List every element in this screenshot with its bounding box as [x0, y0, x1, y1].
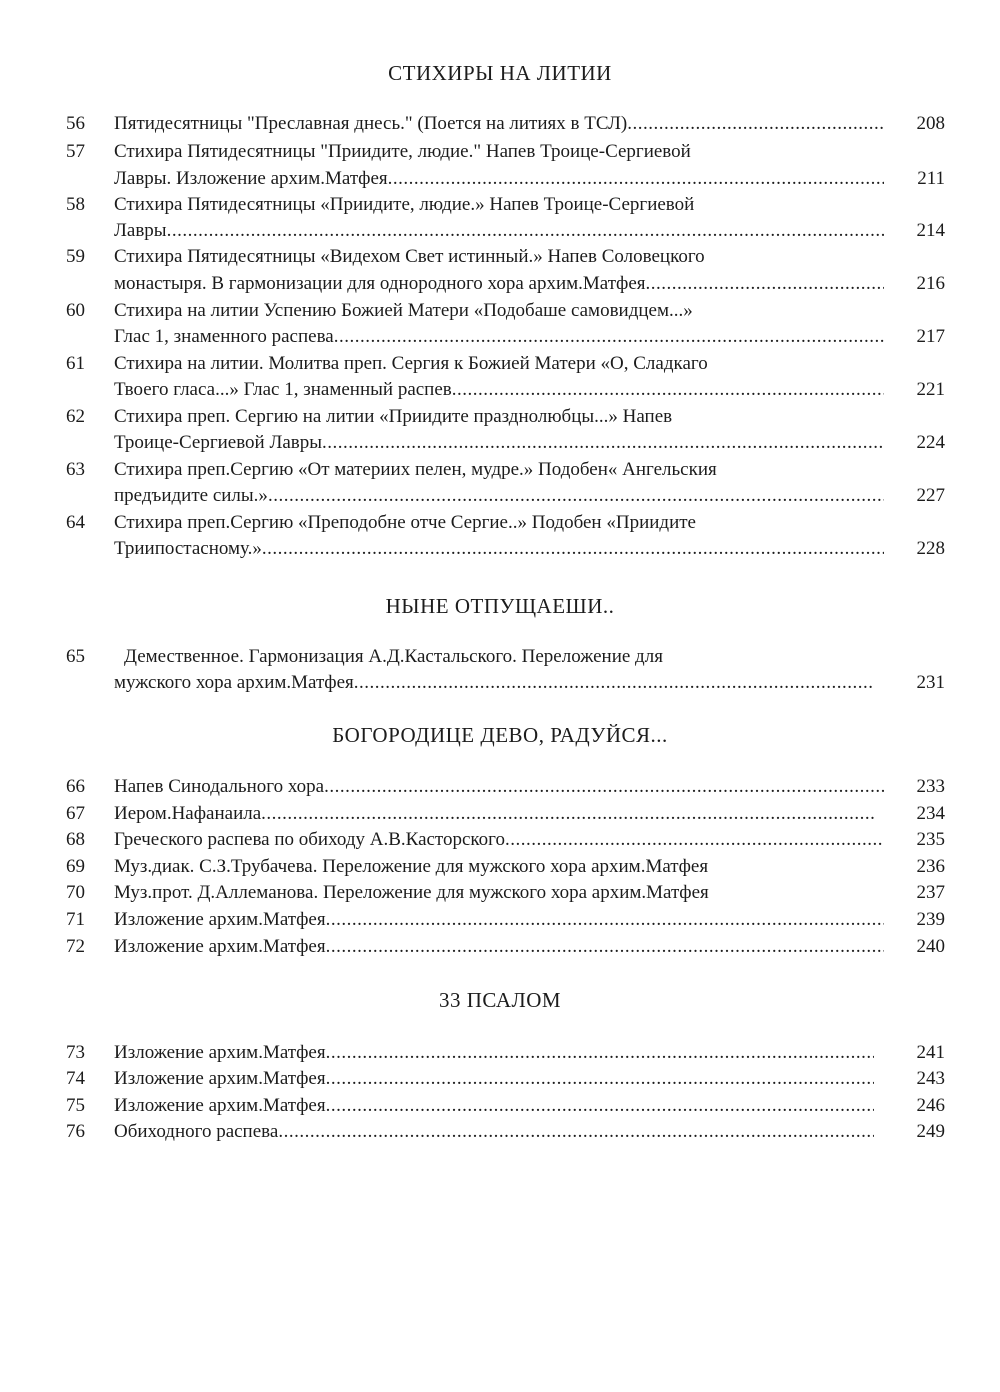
- entry-title-line: Обиходного распева .....: [114, 1118, 874, 1145]
- entry-page: 224: [916, 432, 945, 453]
- entry-title-line: монастыря. В гармонизации для однородного хора архим.Матфея .....: [114, 270, 884, 297]
- entry-title-line: Твоего гласа...» Глас 1, знаменный распев .....: [114, 376, 884, 403]
- entry-title-line: Лавры .....: [114, 217, 884, 244]
- entry-title-line: Стихира Пятидесятницы «Приидите, людие.» Напев Троице-Сергиевой: [114, 194, 695, 215]
- entry-title-line: мужского хора архим.Матфея .....: [114, 669, 874, 696]
- entry-title-line: Стихира Пятидесятницы «Видехом Свет истинный.» Напев Соловецкого: [114, 246, 705, 267]
- toc-entry: [0, 773, 1000, 800]
- toc-entry: [0, 879, 1000, 906]
- toc-entry: [0, 456, 1000, 483]
- toc-entry: [0, 110, 1000, 137]
- entry-number: 56: [66, 113, 85, 134]
- entry-page: 231: [916, 672, 945, 693]
- entry-page: 236: [916, 856, 945, 877]
- toc-entry: [0, 1039, 1000, 1066]
- entry-page: 227: [916, 485, 945, 506]
- toc-entry-continuation: [0, 217, 1000, 244]
- toc-entry-continuation: [0, 535, 1000, 562]
- toc-entry-continuation: [0, 669, 1000, 696]
- entry-page: 249: [916, 1121, 945, 1142]
- entry-page: 217: [916, 326, 945, 347]
- entry-page: 241: [916, 1042, 945, 1063]
- entry-number: 57: [66, 141, 85, 162]
- entry-number: 61: [66, 353, 85, 374]
- section-title: НЫНЕ ОТПУЩАЕШИ..: [385, 594, 615, 618]
- toc-entry-continuation: [0, 376, 1000, 403]
- entry-title-line: Изложение архим.Матфея .....: [114, 1065, 874, 1092]
- entry-number: 71: [66, 909, 85, 930]
- toc-entry-continuation: [0, 323, 1000, 350]
- entry-page: 246: [916, 1095, 945, 1116]
- entry-title-line: Стихира преп.Сергию «От материих пелен, мудре.» Подобен« Ангельския: [114, 459, 717, 480]
- entry-title-line: Стихира преп.Сергию «Преподобне отче Сергие..» Подобен «Приидите: [114, 512, 696, 533]
- toc-entry: [0, 191, 1000, 218]
- entry-page: 233: [916, 776, 945, 797]
- entry-number: 67: [66, 803, 85, 824]
- entry-title-line: Стихира преп. Сергию на литии «Приидите празднолюбцы...» Напев: [114, 406, 673, 427]
- entry-number: 63: [66, 459, 85, 480]
- toc-entry: [0, 933, 1000, 960]
- entry-title-line: предъидите силы.» .....: [114, 482, 884, 509]
- entry-number: 60: [66, 300, 85, 321]
- entry-title-line: Демественное. Гармонизация А.Д.Кастальского. Переложение для: [124, 646, 663, 667]
- toc-entry-continuation: [0, 429, 1000, 456]
- entry-page: 216: [916, 273, 945, 294]
- toc-entry: [0, 350, 1000, 377]
- entry-number: 69: [66, 856, 85, 877]
- section-title: СТИХИРЫ НА ЛИТИИ: [388, 61, 612, 85]
- entry-page: 235: [916, 829, 945, 850]
- entry-title-line: Стихира на литии Успению Божией Матери «Подобаше самовидцем...»: [114, 300, 693, 321]
- entry-title-line: Напев Синодального хора .....: [114, 773, 884, 800]
- entry-title-line: Изложение архим.Матфея .....: [114, 1039, 874, 1066]
- entry-title-line: Глас 1, знаменного распева .....: [114, 323, 884, 350]
- entry-number: 64: [66, 512, 85, 533]
- toc-entry: [0, 243, 1000, 270]
- entry-page: 239: [916, 909, 945, 930]
- entry-title-line: Троице-Сергиевой Лавры .....: [114, 429, 884, 456]
- entry-page: 211: [917, 168, 945, 189]
- toc-entry: [0, 1118, 1000, 1145]
- toc-entry-continuation: [0, 482, 1000, 509]
- entry-number: 74: [66, 1068, 85, 1089]
- section-title: 33 ПСАЛОМ: [438, 988, 562, 1012]
- toc-entry: [0, 297, 1000, 324]
- toc-entry-continuation: [0, 270, 1000, 297]
- toc-entry: [0, 906, 1000, 933]
- entry-page: 214: [916, 220, 945, 241]
- toc-entry: [0, 800, 1000, 827]
- entry-title-line: Муз.прот. Д.Аллеманова. Переложение для мужского хора архим.Матфея: [114, 882, 709, 903]
- entry-page: 221: [916, 379, 945, 400]
- section-title: БОГОРОДИЦЕ ДЕВО, РАДУЙСЯ...: [332, 723, 668, 747]
- entry-number: 66: [66, 776, 85, 797]
- entry-title-line: Иером.Нафанаила .....: [114, 800, 874, 827]
- entry-number: 76: [66, 1121, 85, 1142]
- entry-title-line: Пятидесятницы "Преславная днесь." (Поется на литиях в ТСЛ) .....: [114, 110, 884, 137]
- entry-number: 73: [66, 1042, 85, 1063]
- entry-title-line: Триипостасному.» .....: [114, 535, 884, 562]
- toc-entry-continuation: [0, 165, 1000, 192]
- toc-entry: [0, 138, 1000, 165]
- toc-entry: [0, 853, 1000, 880]
- toc-entry: [0, 643, 1000, 670]
- entry-title-line: Изложение архим.Матфея .....: [114, 1092, 874, 1119]
- toc-entry: [0, 1065, 1000, 1092]
- entry-number: 75: [66, 1095, 85, 1116]
- entry-page: 234: [916, 803, 945, 824]
- toc-entry: [0, 1092, 1000, 1119]
- entry-title-line: Муз.диак. С.З.Трубачева. Переложение для мужского хора архим.Матфея: [114, 856, 709, 877]
- entry-number: 70: [66, 882, 85, 903]
- entry-title-line: Греческого распева по обиходу А.В.Касторского .....: [114, 826, 884, 853]
- entry-page: 243: [916, 1068, 945, 1089]
- entry-title-line: Изложение архим.Матфея .....: [114, 933, 884, 960]
- toc-entry: [0, 826, 1000, 853]
- entry-title-line: Изложение архим.Матфея .....: [114, 906, 884, 933]
- entry-page: 237: [916, 882, 945, 903]
- entry-number: 65: [66, 646, 85, 667]
- entry-page: 240: [916, 936, 945, 957]
- entry-title-line: Стихира Пятидесятницы "Приидите, людие." Напев Троице-Сергиевой: [114, 141, 691, 162]
- entry-number: 68: [66, 829, 85, 850]
- entry-number: 62: [66, 406, 85, 427]
- entry-page: 208: [916, 113, 945, 134]
- entry-number: 72: [66, 936, 85, 957]
- entry-title-line: Лавры. Изложение архим.Матфея .....: [114, 165, 884, 192]
- entry-page: 228: [916, 538, 945, 559]
- entry-title-line: Стихира на литии. Молитва преп. Сергия к Божией Матери «О, Сладкаго: [114, 353, 708, 374]
- toc-entry: [0, 509, 1000, 536]
- entry-number: 58: [66, 194, 85, 215]
- toc-entry: [0, 403, 1000, 430]
- entry-number: 59: [66, 246, 85, 267]
